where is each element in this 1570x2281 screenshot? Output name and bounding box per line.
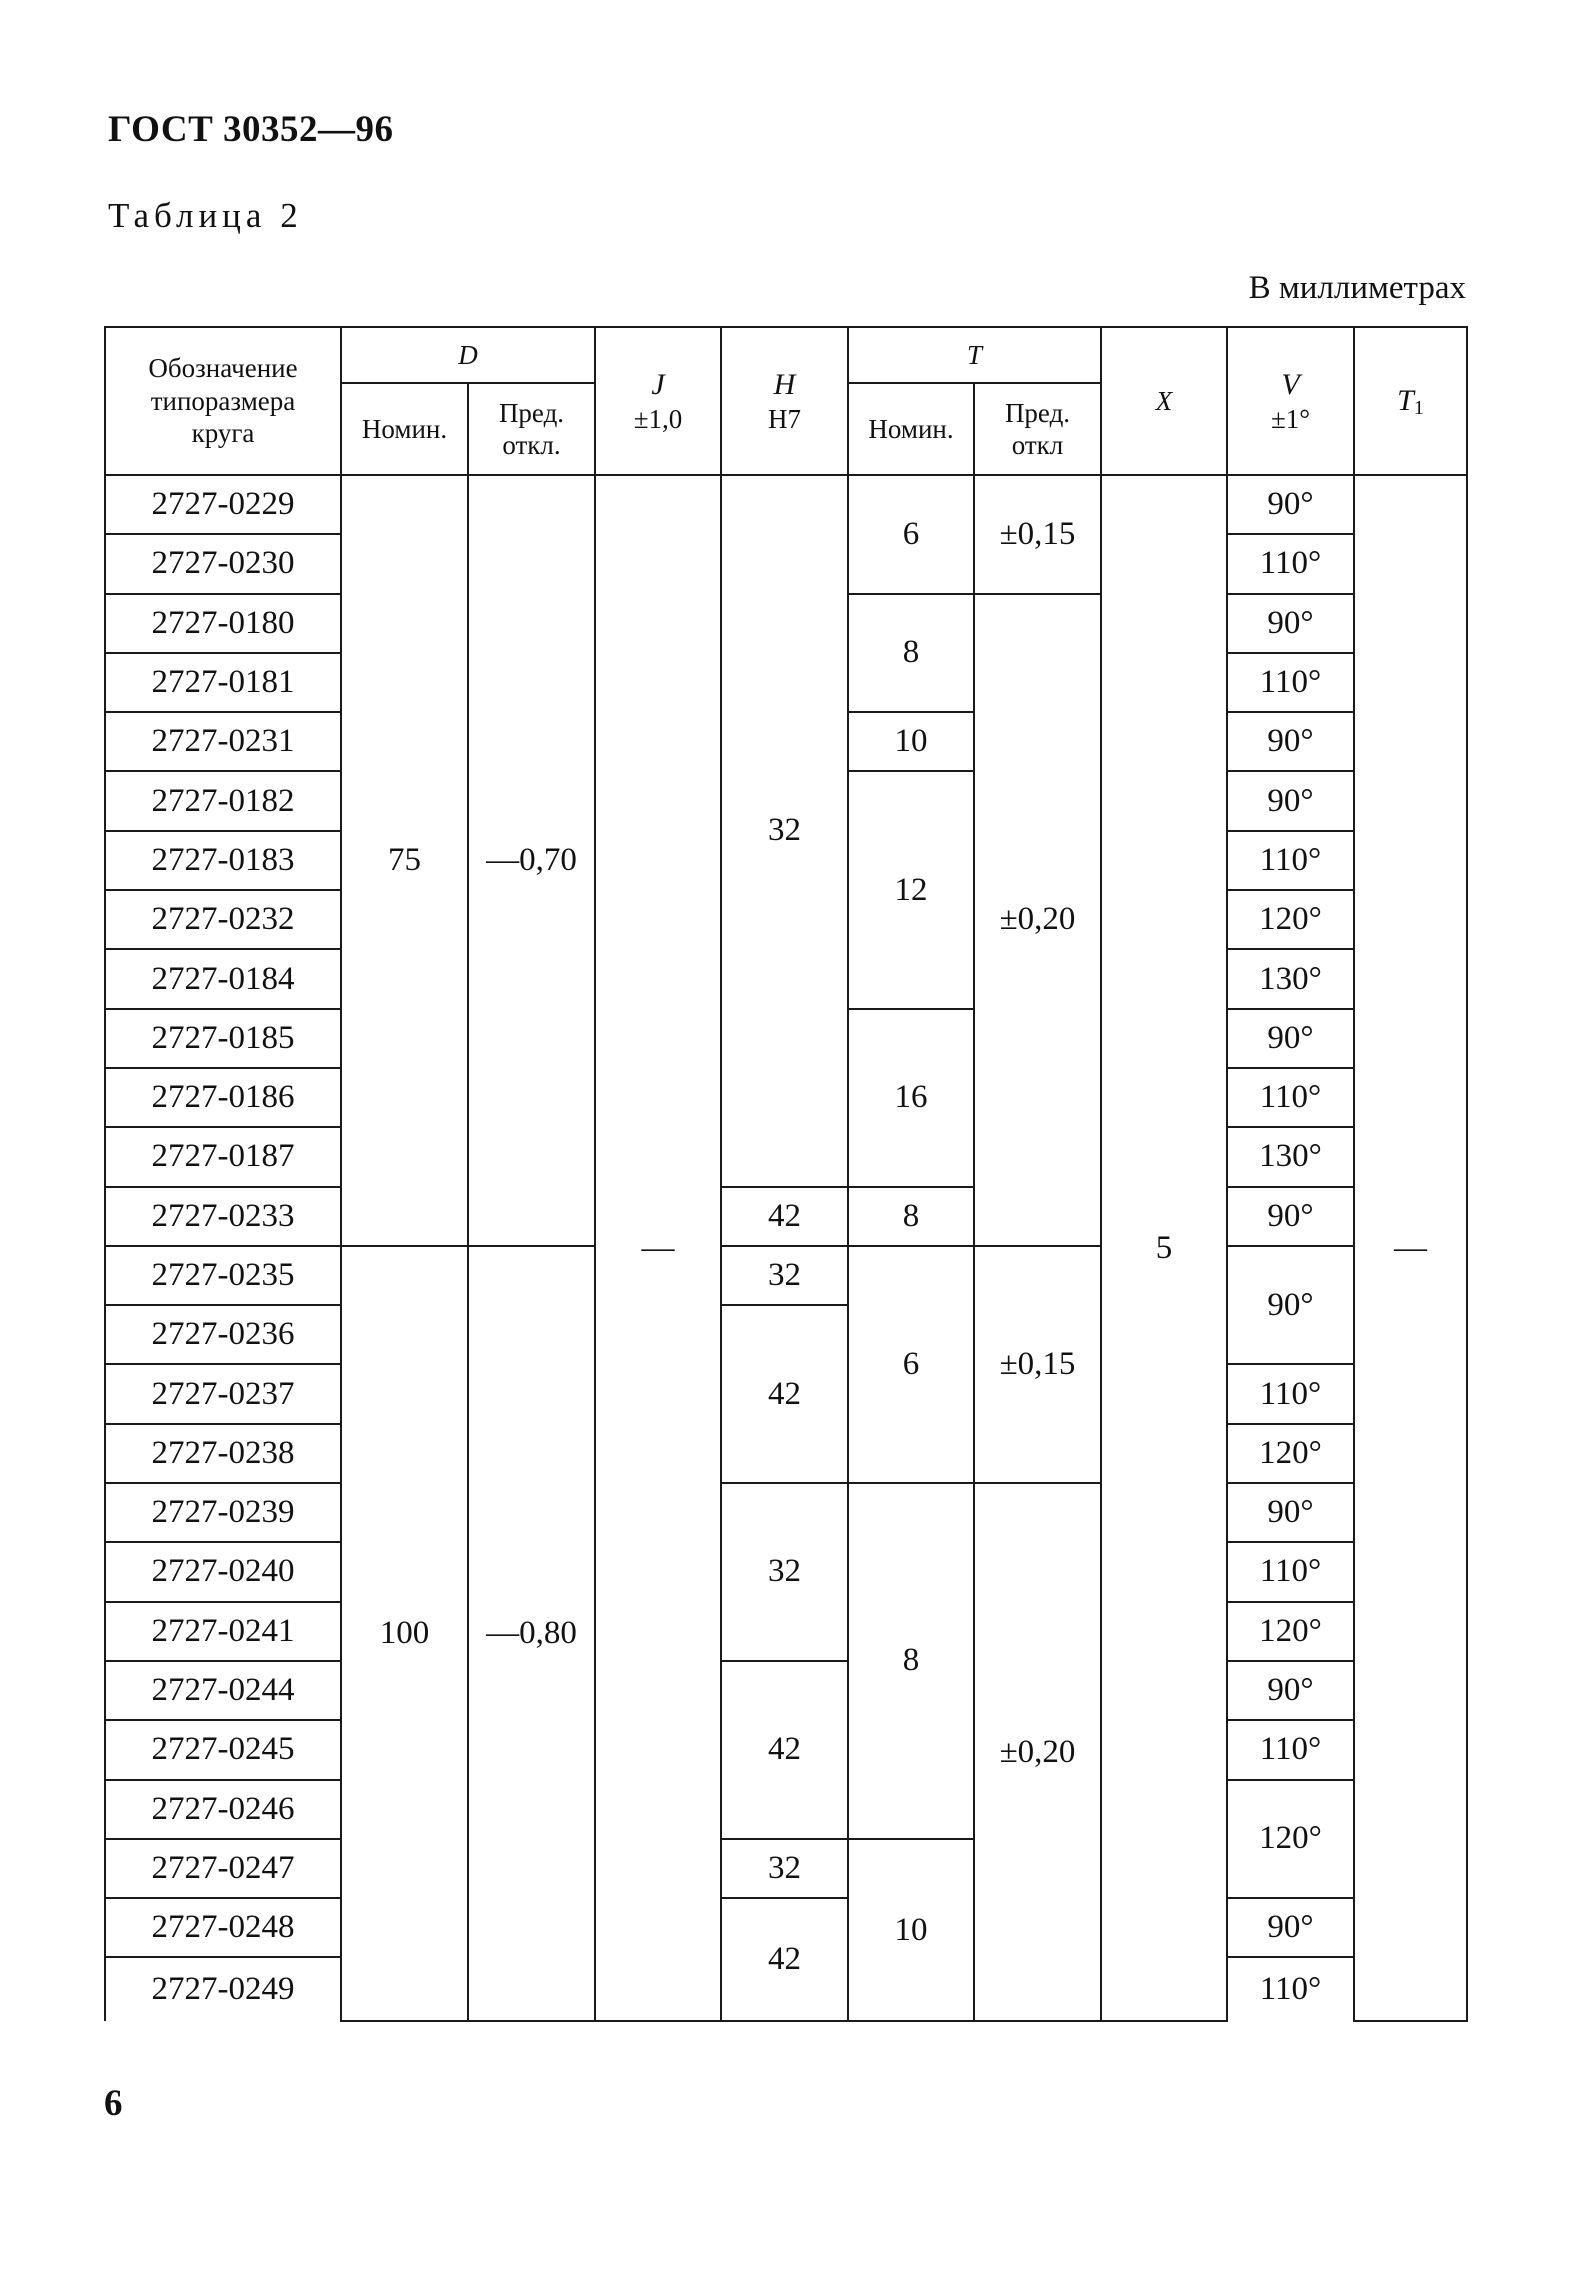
header-t-deviation [974,383,1101,475]
cell-v: 110° [1227,1364,1354,1423]
header-v-tolerance: ±1° [1270,403,1311,434]
header-d-nominal: Номин. [341,383,468,475]
cell-code: 2727-0229 [105,475,341,534]
cell-code: 2727-0183 [105,831,341,890]
header-j-symbol: J [651,367,665,401]
cell-v: 90° [1227,1246,1354,1365]
cell-code: 2727-0249 [105,1957,341,2021]
cell-code: 2727-0235 [105,1246,341,1305]
header-t: T [848,327,1101,383]
cell-v: 90° [1227,594,1354,653]
cell-h: 32 [721,475,848,1187]
page-number: 6 [104,2083,123,2124]
cell-t-nominal: 6 [848,475,974,594]
table-row [105,1898,1467,1957]
cell-code: 2727-0186 [105,1068,341,1127]
cell-h: 42 [721,1661,848,1839]
cell-code: 2727-0245 [105,1720,341,1779]
cell-t-nominal: 10 [848,1839,974,2022]
cell-code: 2727-0244 [105,1661,341,1720]
table-row [105,1246,1467,1305]
header-v [1227,327,1354,475]
document-code: ГОСТ 30352—96 [108,109,394,150]
header-h-fit: H7 [768,403,801,434]
cell-v: 120° [1227,890,1354,949]
cell-t-nominal: 8 [848,1187,974,1246]
cell-t-deviation: ±0,15 [974,475,1101,594]
cell-t-deviation: ±0,20 [974,1483,1101,2021]
units-note: В миллиметрах [1248,270,1466,306]
cell-code: 2727-0240 [105,1542,341,1601]
cell-h: 32 [721,1483,848,1661]
header-j [595,327,721,475]
cell-t-nominal: 10 [848,712,974,771]
header-t1-symbol: T [1397,383,1414,417]
cell-j: — [595,475,721,2021]
cell-h: 42 [721,1898,848,2021]
cell-v: 90° [1227,1898,1354,1957]
table-row [105,475,1467,534]
cell-d-nominal: 75 [341,475,468,1246]
table-row [105,1483,1467,1542]
cell-d-deviation: —0,70 [468,475,595,1246]
header-t1-subscript: 1 [1413,396,1424,419]
cell-t-deviation: ±0,15 [974,1246,1101,1483]
cell-v: 120° [1227,1780,1354,1899]
header-d-deviation-line1: Пред. [498,397,565,428]
cell-v: 90° [1227,1009,1354,1068]
cell-code: 2727-0246 [105,1780,341,1839]
header-designation-line1: Обозначение [148,353,298,384]
cell-code: 2727-0247 [105,1839,341,1898]
cell-x: 5 [1101,475,1227,2021]
cell-t-nominal: 8 [848,594,974,713]
cell-t-nominal: 16 [848,1009,974,1187]
cell-v: 90° [1227,712,1354,771]
cell-code: 2727-0237 [105,1364,341,1423]
cell-h: 32 [721,1246,848,1305]
cell-v: 120° [1227,1602,1354,1661]
cell-v: 90° [1227,1661,1354,1720]
header-designation-line2: типоразмера [150,385,296,416]
cell-code: 2727-0241 [105,1602,341,1661]
dimensions-table [104,326,1468,2022]
header-t-deviation-line2: откл [1011,430,1064,460]
cell-v: 110° [1227,653,1354,712]
header-designation [105,327,341,475]
cell-v: 110° [1227,1957,1354,2021]
table-title: Таблица 2 [108,196,303,235]
cell-code: 2727-0187 [105,1127,341,1186]
cell-v: 110° [1227,1542,1354,1601]
cell-t1: — [1354,475,1467,2021]
cell-t-nominal: 8 [848,1483,974,1839]
cell-code: 2727-0230 [105,534,341,593]
cell-code: 2727-0238 [105,1424,341,1483]
cell-code: 2727-0184 [105,949,341,1008]
header-v-symbol: V [1281,367,1300,401]
header-designation-line3: круга [191,418,255,449]
table-row [105,1187,1467,1246]
cell-t-deviation: ±0,20 [974,594,1101,1246]
header-d-deviation [468,383,595,475]
cell-h: 42 [721,1187,848,1246]
cell-code: 2727-0231 [105,712,341,771]
header-t1 [1354,327,1467,475]
cell-h: 32 [721,1839,848,1898]
cell-d-nominal: 100 [341,1246,468,2022]
cell-v: 110° [1227,534,1354,593]
header-j-tolerance: ±1,0 [633,403,683,434]
cell-t-nominal: 6 [848,1246,974,1483]
header-x: X [1101,327,1227,475]
cell-v: 130° [1227,1127,1354,1186]
cell-code: 2727-0232 [105,890,341,949]
cell-v: 110° [1227,831,1354,890]
cell-code: 2727-0239 [105,1483,341,1542]
cell-code: 2727-0185 [105,1009,341,1068]
cell-code: 2727-0248 [105,1898,341,1957]
cell-code: 2727-0181 [105,653,341,712]
header-t-deviation-line1: Пред. [1004,397,1071,428]
header-t-nominal: Номин. [848,383,974,475]
cell-v: 90° [1227,771,1354,830]
cell-h: 42 [721,1305,848,1483]
cell-code: 2727-0236 [105,1305,341,1364]
cell-v: 110° [1227,1720,1354,1779]
cell-t-nominal: 12 [848,771,974,1008]
cell-d-deviation: —0,80 [468,1246,595,2022]
header-h [721,327,848,475]
cell-code: 2727-0233 [105,1187,341,1246]
cell-v: 90° [1227,1187,1354,1246]
cell-v: 130° [1227,949,1354,1008]
cell-v: 90° [1227,475,1354,534]
cell-v: 90° [1227,1483,1354,1542]
cell-code: 2727-0180 [105,594,341,653]
header-d: D [341,327,595,383]
cell-code: 2727-0182 [105,771,341,830]
cell-v: 120° [1227,1424,1354,1483]
header-h-symbol: H [773,367,796,401]
cell-v: 110° [1227,1068,1354,1127]
table-row [105,1661,1467,1720]
header-d-deviation-line2: откл. [502,430,561,460]
